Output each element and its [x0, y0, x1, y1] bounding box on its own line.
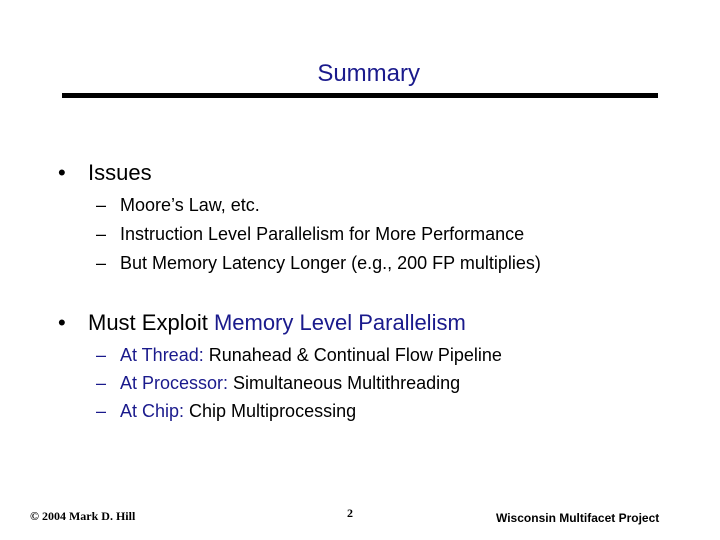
subitem	[96, 373, 460, 394]
bullet-text: Issues	[88, 160, 152, 185]
subitem-text: Moore’s Law, etc.	[120, 195, 260, 215]
subitem	[96, 345, 502, 366]
bullet-issues	[58, 160, 152, 186]
subitem-label: At Processor:	[120, 373, 229, 393]
bullet-marker: •	[58, 310, 66, 335]
bullet-marker: •	[58, 160, 66, 185]
subitem-text: Instruction Level Parallelism for More Performance	[120, 224, 525, 244]
dash-marker: –	[96, 401, 107, 421]
dash-marker: –	[96, 224, 107, 244]
subitem-label: At Thread:	[120, 345, 204, 365]
bullet-must-exploit	[58, 310, 466, 336]
subitem-text: Runahead & Continual Flow Pipeline	[203, 345, 502, 365]
subitem-label: At Chip:	[120, 401, 185, 421]
bullet-highlight: Memory Level Parallelism	[213, 310, 466, 335]
slide-title: Summary	[317, 60, 420, 87]
subitem-text: Simultaneous Multithreading	[228, 373, 461, 393]
subitem	[96, 224, 524, 245]
footer-copyright: © 2004 Mark D. Hill	[30, 509, 136, 523]
subitem	[96, 253, 541, 274]
subitem	[96, 401, 356, 422]
footer-project: Wisconsin Multifacet Project	[496, 511, 660, 525]
page-number: 2	[347, 506, 353, 520]
subitem	[96, 195, 260, 216]
dash-marker: –	[96, 373, 107, 393]
dash-marker: –	[96, 345, 107, 365]
subitem-text: But Memory Latency Longer (e.g., 200 FP multiplies)	[120, 253, 541, 273]
subitem-text: Chip Multiprocessing	[184, 401, 357, 421]
dash-marker: –	[96, 253, 107, 273]
dash-marker: –	[96, 195, 107, 215]
title-divider	[62, 93, 658, 98]
bullet-text: Must Exploit	[88, 310, 214, 335]
